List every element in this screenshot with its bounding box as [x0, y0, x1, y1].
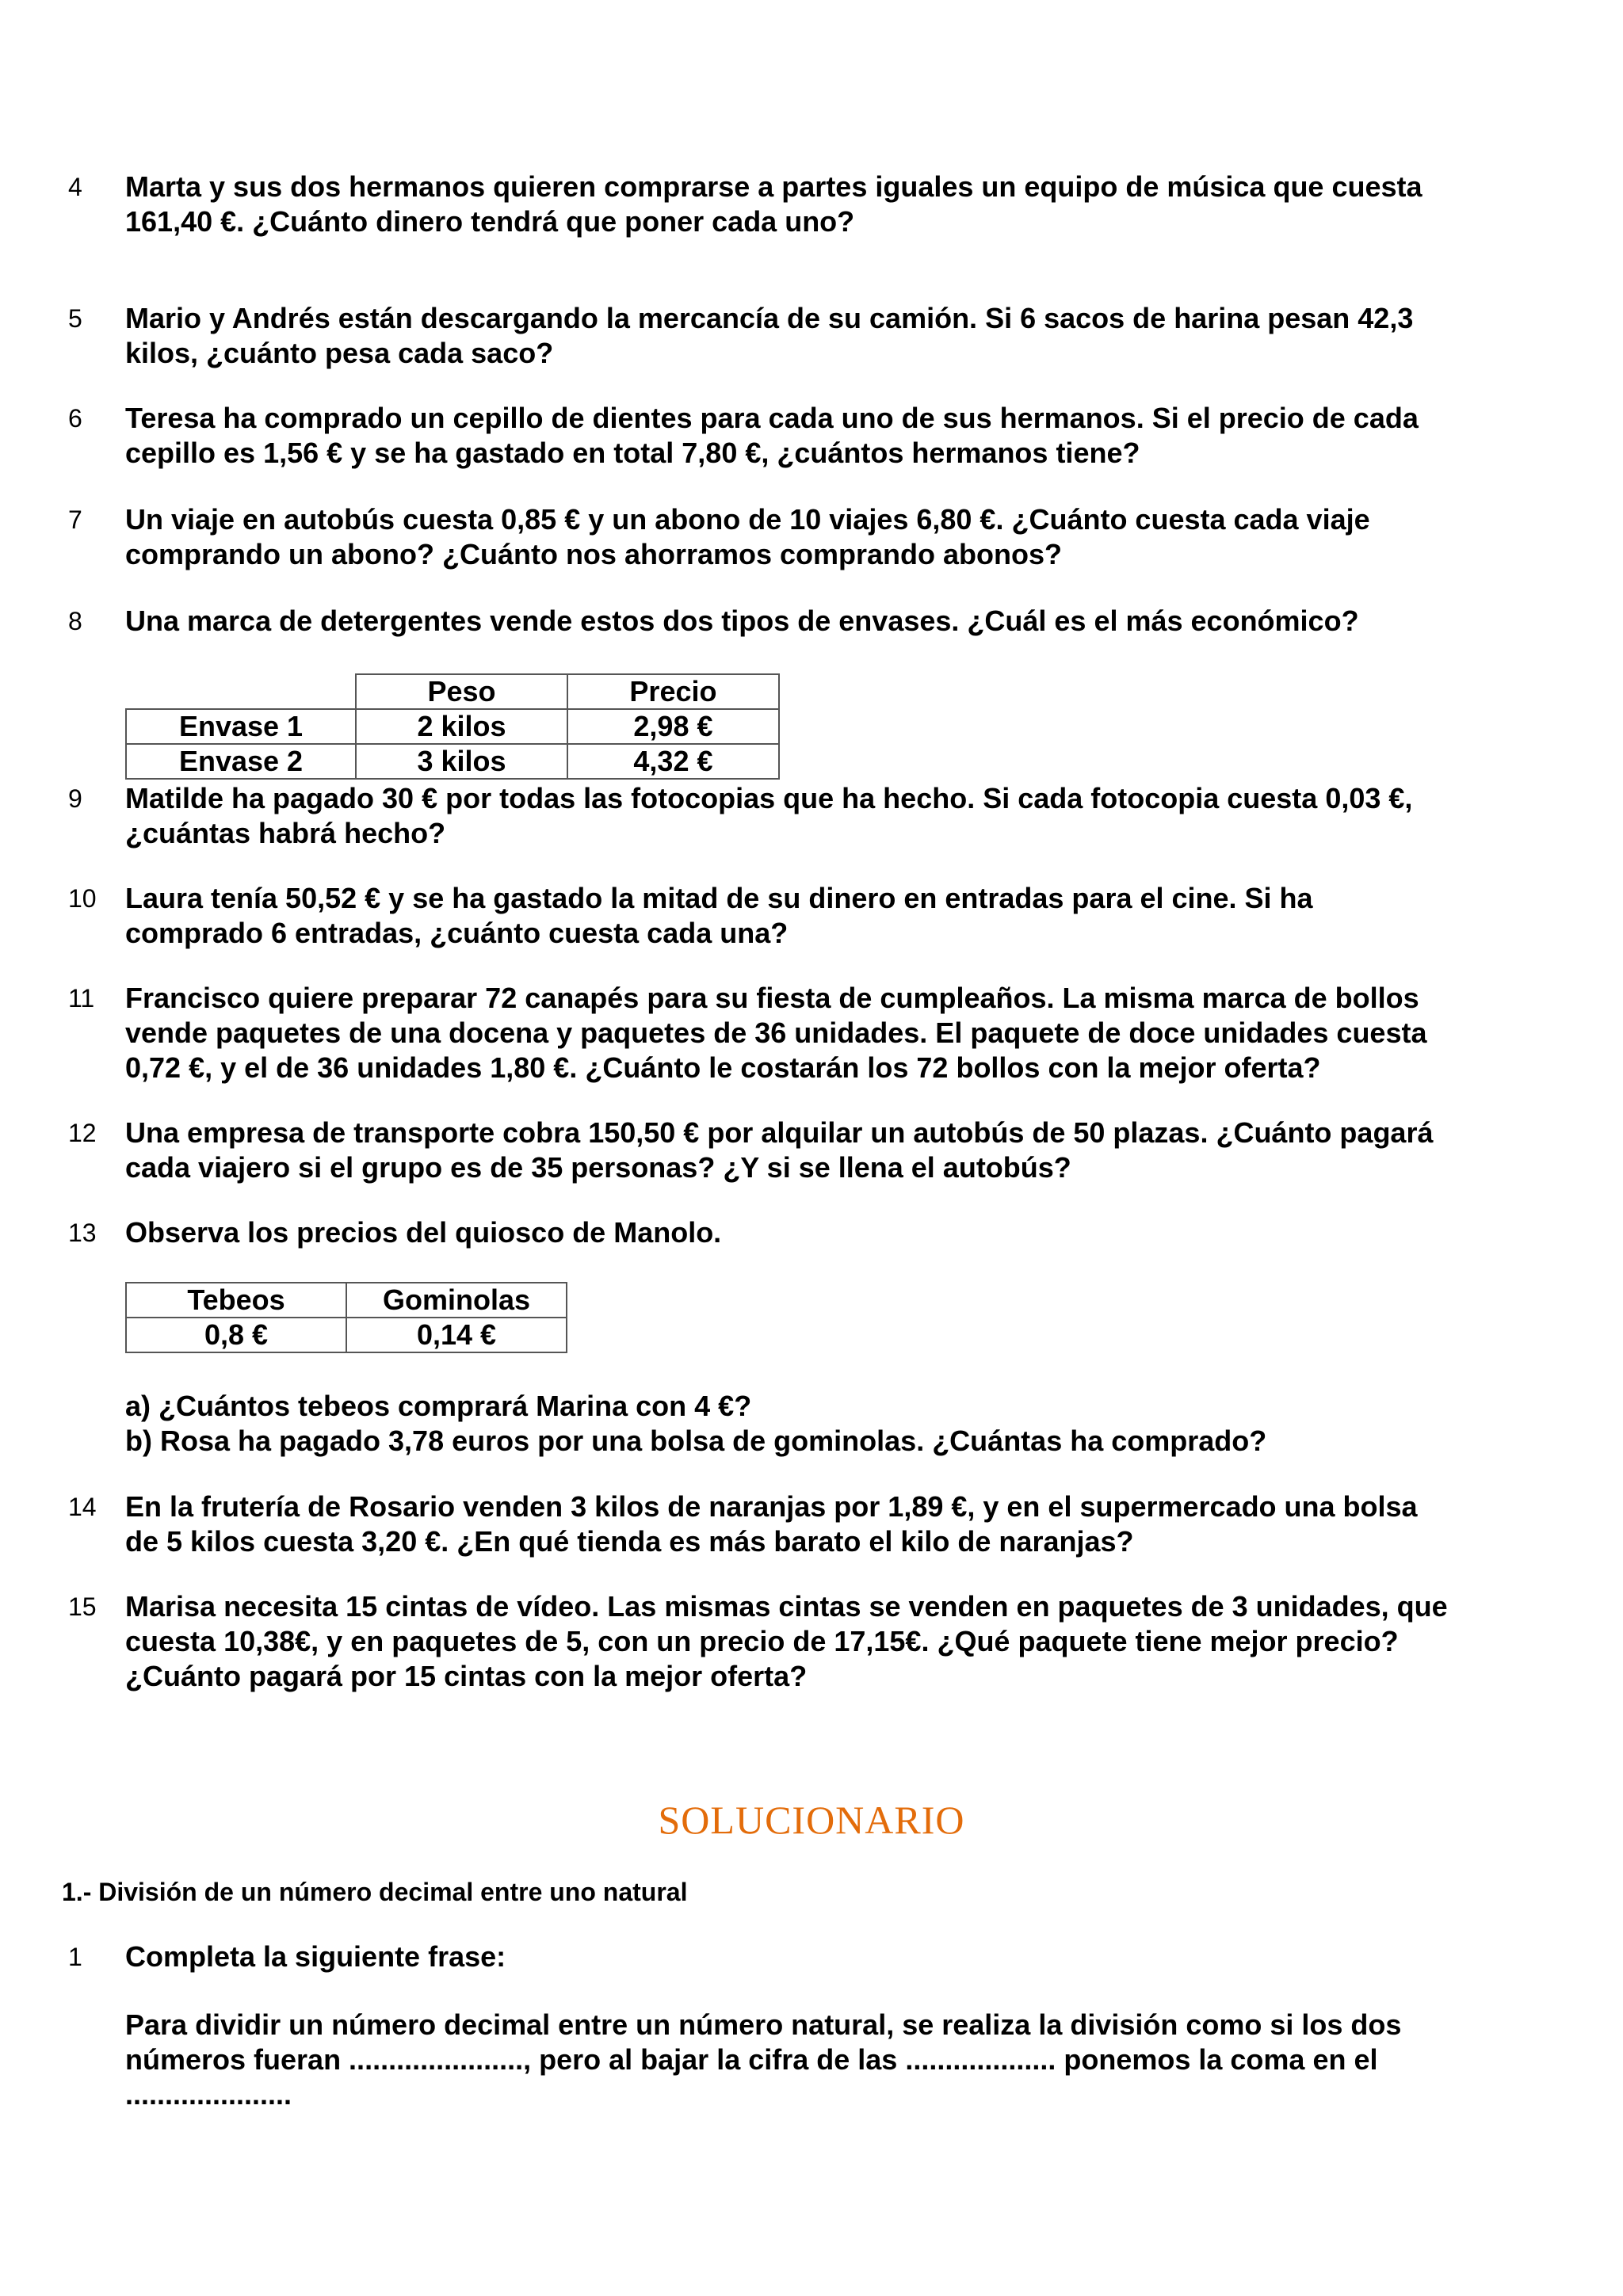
- problem-number: 10: [68, 884, 97, 913]
- table-header: Tebeos: [126, 1283, 346, 1318]
- paragraph-line: números fueran ......................, pero al bajar la cifra de las ................... ponemos la coma en el: [125, 2043, 1378, 2076]
- problem-line: 161,40 €. ¿Cuánto dinero tendrá que poner cada uno?: [125, 205, 855, 238]
- table-row: [126, 709, 779, 744]
- table-cell: 2,98 €: [567, 709, 779, 744]
- subquestion-a: a) ¿Cuántos tebeos comprará Marina con 4 €?: [125, 1390, 752, 1422]
- problem-line: Observa los precios del quiosco de Manolo.: [125, 1216, 722, 1249]
- problem-line: ¿cuántas habrá hecho?: [125, 817, 446, 849]
- problem-line: Completa la siguiente frase:: [125, 1940, 506, 1973]
- problem-5: [68, 301, 1539, 371]
- table-cell: 0,14 €: [346, 1318, 567, 1352]
- problem-line: ¿Cuánto pagará por 15 cintas con la mejor oferta?: [125, 1660, 808, 1692]
- problem-number: 5: [68, 304, 82, 333]
- problem-line: cepillo es 1,56 € y se ha gastado en total 7,80 €, ¿cuántos hermanos tiene?: [125, 437, 1140, 469]
- problem-line: Una marca de detergentes vende estos dos tipos de envases. ¿Cuál es el más económico?: [125, 605, 1359, 637]
- problem-12: [68, 1116, 1539, 1185]
- problem-text: [125, 1215, 1539, 1250]
- problem-text: [125, 1939, 1539, 1974]
- paragraph-line: Para dividir un número decimal entre un número natural, se realiza la división como si los dos: [125, 2008, 1402, 2041]
- subquestion-b: b) Rosa ha pagado 3,78 euros por una bolsa de gominolas. ¿Cuántas ha comprado?: [125, 1425, 1267, 1457]
- problem-text: [125, 1489, 1539, 1559]
- problem-line: Matilde ha pagado 30 € por todas las fotocopias que ha hecho. Si cada fotocopia cuesta 0,03 €,: [125, 782, 1413, 814]
- problem-number: 6: [68, 404, 82, 433]
- problem-number: 13: [68, 1219, 97, 1247]
- problem-15: [68, 1589, 1539, 1694]
- table-cell: Envase 2: [126, 744, 356, 779]
- problem-number: 12: [68, 1119, 97, 1147]
- problem-line: Marisa necesita 15 cintas de vídeo. Las mismas cintas se venden en paquetes de 3 unidades, que: [125, 1590, 1448, 1623]
- problem-line: Teresa ha comprado un cepillo de dientes para cada uno de sus hermanos. Si el precio de cada: [125, 402, 1419, 434]
- table-header-row: [126, 674, 779, 709]
- envases-table: [125, 673, 780, 780]
- table-cell: 4,32 €: [567, 744, 779, 779]
- table-cell: [126, 674, 356, 709]
- problem-13: [68, 1215, 1539, 1250]
- table-header: Peso: [356, 674, 567, 709]
- problem-text: [125, 781, 1539, 851]
- table-row: [126, 1318, 567, 1352]
- problem-text: [125, 881, 1539, 951]
- problem-number: 11: [68, 984, 95, 1013]
- problem-line: comprado 6 entradas, ¿cuánto cuesta cada una?: [125, 917, 789, 949]
- problem-number: 8: [68, 607, 82, 635]
- table-header: Gominolas: [346, 1283, 567, 1318]
- problem-text: [125, 1116, 1539, 1185]
- problem-number: 14: [68, 1493, 97, 1521]
- table-row: [126, 744, 779, 779]
- problem-11: [68, 981, 1539, 1085]
- problem-number: 15: [68, 1592, 97, 1621]
- problem-14: [68, 1489, 1539, 1559]
- problem-text: [125, 604, 1539, 639]
- problem-line: 0,72 €, y el de 36 unidades 1,80 €. ¿Cuánto le costarán los 72 bollos con la mejor oferta?: [125, 1051, 1321, 1084]
- problem-line: de 5 kilos cuesta 3,20 €. ¿En qué tienda es más barato el kilo de naranjas?: [125, 1525, 1134, 1558]
- solution-question-1: [68, 1939, 1539, 1974]
- problem-line: comprando un abono? ¿Cuánto nos ahorramos comprando abonos?: [125, 538, 1063, 570]
- problem-line: Francisco quiere preparar 72 canapés para su fiesta de cumpleaños. La misma marca de bollos: [125, 982, 1419, 1014]
- problem-number: 4: [68, 173, 82, 201]
- problem-line: Un viaje en autobús cuesta 0,85 € y un abono de 10 viajes 6,80 €. ¿Cuánto cuesta cada viaje: [125, 503, 1370, 536]
- problem-text: [125, 502, 1539, 572]
- table-header-row: [126, 1283, 567, 1318]
- paragraph-text: [125, 2008, 1539, 2112]
- problem-text: [125, 401, 1539, 471]
- problem-line: cuesta 10,38€, y en paquetes de 5, con un precio de 17,15€. ¿Qué paquete tiene mejor precio?: [125, 1625, 1399, 1657]
- paragraph-line: .....................: [125, 2078, 292, 2111]
- problem-text: [125, 1589, 1539, 1694]
- problem-line: kilos, ¿cuánto pesa cada saco?: [125, 337, 554, 369]
- problem-10: [68, 881, 1539, 951]
- problem-number: 7: [68, 505, 82, 534]
- problem-number: 9: [68, 784, 82, 813]
- problem-line: Marta y sus dos hermanos quieren comprarse a partes iguales un equipo de música que cuesta: [125, 170, 1423, 203]
- quiosco-table: [125, 1282, 567, 1353]
- problem-text: [125, 170, 1539, 239]
- problem-9: [68, 781, 1539, 851]
- problem-8: [68, 604, 1539, 639]
- problem-4: [68, 170, 1539, 239]
- problem-line: cada viajero si el grupo es de 35 personas? ¿Y si se llena el autobús?: [125, 1151, 1071, 1184]
- solution-paragraph: [68, 2008, 1539, 2112]
- table-cell: Envase 1: [126, 709, 356, 744]
- problem-line: Una empresa de transporte cobra 150,50 € por alquilar un autobús de 50 plazas. ¿Cuánto pagará: [125, 1116, 1434, 1149]
- problem-text: [125, 301, 1539, 371]
- table-cell: 0,8 €: [126, 1318, 346, 1352]
- problem-line: En la frutería de Rosario venden 3 kilos de naranjas por 1,89 €, y en el supermercado una bolsa: [125, 1490, 1418, 1523]
- problem-number: 1: [68, 1943, 82, 1971]
- problem-line: Mario y Andrés están descargando la mercancía de su camión. Si 6 sacos de harina pesan 42,3: [125, 302, 1414, 334]
- problem-line: vende paquetes de una docena y paquetes de 36 unidades. El paquete de doce unidades cuesta: [125, 1016, 1427, 1049]
- problem-line: Laura tenía 50,52 € y se ha gastado la mitad de su dinero en entradas para el cine. Si ha: [125, 882, 1313, 914]
- section-heading: 1.- División de un número decimal entre uno natural: [62, 1878, 688, 1906]
- table-cell: 3 kilos: [356, 744, 567, 779]
- problem-text: [125, 981, 1539, 1085]
- table-header: Precio: [567, 674, 779, 709]
- table-cell: 2 kilos: [356, 709, 567, 744]
- solucionario-title: SOLUCIONARIO: [658, 1798, 965, 1842]
- problem-7: [68, 502, 1539, 572]
- problem-6: [68, 401, 1539, 471]
